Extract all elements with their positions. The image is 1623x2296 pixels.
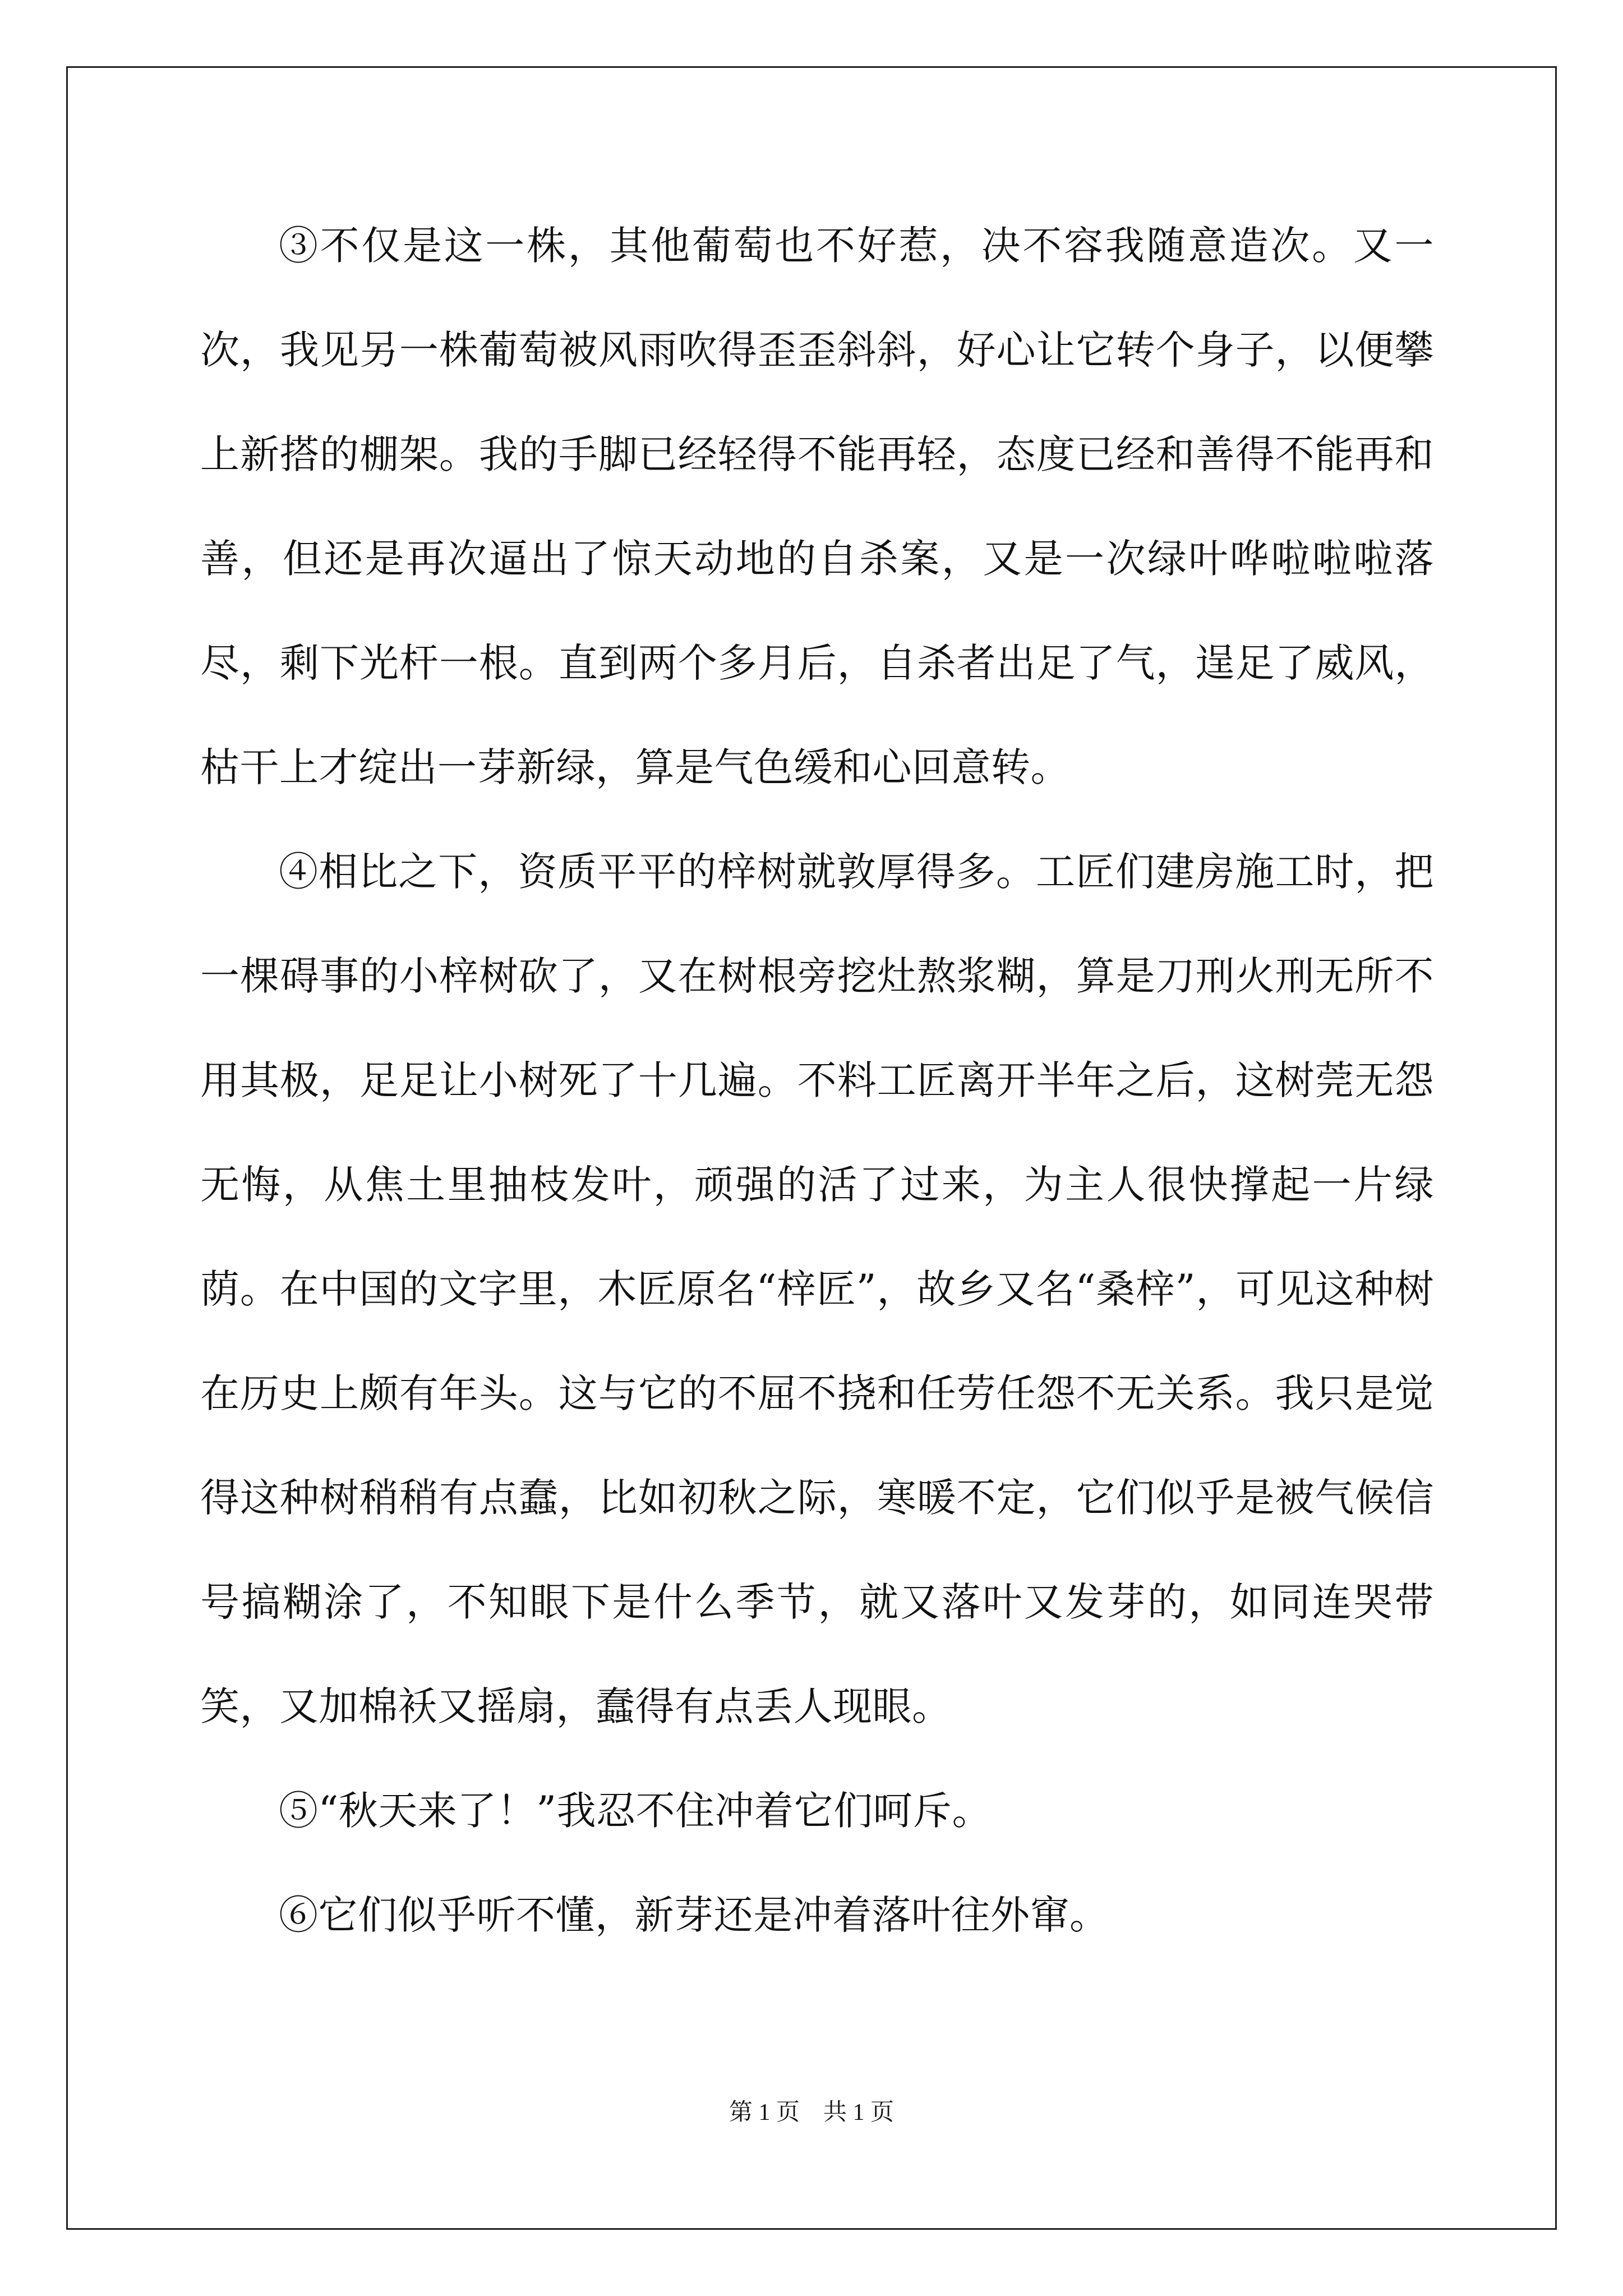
paragraph-3: ③不仅是这一株，其他葡萄也不好惹，决不容我随意造次。又一次，我见另一株葡萄被风雨吹得歪歪斜斜，好心让它转个身子，以便攀上新搭的棚架。我的手脚已经轻得不能再轻，态度已经和善得不能再和善，但还是再次逼出了惊天动地的自杀案，又是一次绿叶哗啦啦啦落尽，剩下光杆一根。直到两个多月后，自杀者出足了气，逞足了威风，枯干上才绽出一芽新绿，算是气色缓和心回意转。 xyxy=(200,223,1434,790)
document-body xyxy=(200,194,1434,1967)
paragraph-5: ⑤“秋天来了！”我忍不住冲着它们呵斥。 xyxy=(279,1788,992,1834)
page-number-footer: 第 1 页 共 1 页 xyxy=(728,2100,894,2125)
paragraph-4: ④相比之下，资质平平的梓树就敦厚得多。工匠们建房施工时，把一棵碍事的小梓树砍了，又在树根旁挖灶熬浆糊，算是刀刑火刑无所不用其极，足足让小树死了十几遍。不料工匠离开半年之后，这树莞无怨无悔，从焦土里抽枝发叶，顽强的活了过来，为主人很快撑起一片绿荫。在中国的文字里，木匠原名“梓匠”，故乡又名“桑梓”，可见这种树在历史上颇有年头。这与它的不屈不挠和任劳任怨不无关系。我只是觉得这种树稍稍有点蠢，比如初秋之际，寒暖不定，它们似乎是被气候信号搞糊涂了，不知眼下是什么季节，就又落叶又发芽的，如同连哭带笑，又加棉袄又摇扇，蠢得有点丢人现眼。 xyxy=(200,849,1434,1729)
paragraph-6: ⑥它们似乎听不懂，新芽还是冲着落叶往外窜。 xyxy=(279,1892,1109,1938)
